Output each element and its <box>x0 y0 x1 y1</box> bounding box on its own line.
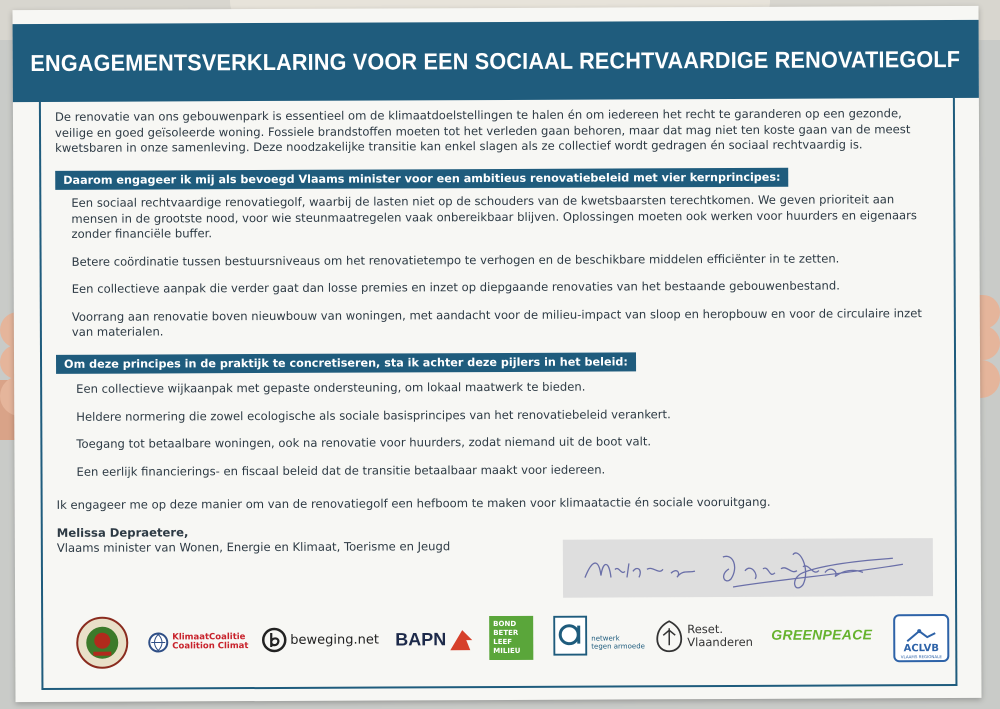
signatory-role: Vlaams minister van Wonen, Energie en Klimaat, Toerisme en Jeugd <box>56 539 451 555</box>
pillar-item: Toegang tot betaalbare woningen, ook na renovatie voor huurders, zodat niemand uit de boot valt. <box>76 434 652 451</box>
reset-shield-icon <box>655 619 683 653</box>
pillar-item: Een collectieve wijkaanpak met gepaste ondersteuning, om lokaal maatwerk te bieden. <box>76 379 586 396</box>
greenpeace-logo <box>771 626 872 642</box>
netwerk-word: tegen armoede <box>591 642 645 651</box>
reset-vlaanderen-logo <box>655 619 753 653</box>
pledge-statement: Ik engageer me op deze manier om van de renovatiegolf een hefboom te maken voor klimaatactie én sociale vooruitgang. <box>56 494 771 512</box>
klimaatcoalitie-logo <box>147 631 248 653</box>
klimaatcoalitie-name: KlimaatCoalitie <box>172 632 246 643</box>
handwritten-signature <box>563 538 933 598</box>
principle-item: Een collectieve aanpak die verder gaat dan losse premies en inzet op diepgaande renovaties van het bestaande gebouwenbestand. <box>71 278 840 296</box>
greenpeace-name: GREENPEACE <box>771 626 873 643</box>
bbl-word: BETER <box>493 628 519 638</box>
intro-paragraph: De renovatie van ons gebouwenpark is essentieel om de klimaatdoelstellingen te halen én om iedereen het recht te garanderen op een gezonde, veilige en goed geïsoleerde woning. Fossiele brandstoffen moeten tot het verleden gaan behoren, maar dat mag niet ten koste gaan van de meest kwetsbaren in onze samenleving. Deze noodzakelijke transitie kan enkel slagen als ze collectief wordt gedragen én sociaal rechtvaardig is. <box>54 106 911 155</box>
beweging-b-icon <box>261 627 287 653</box>
partner-logos <box>75 606 955 674</box>
signature-area <box>563 538 933 598</box>
bapn-name: BAPN <box>395 628 447 649</box>
bapn-arrow-icon <box>446 624 476 654</box>
aclvb-subname: VLAAMS REGIONALE <box>900 654 942 660</box>
principle-item: Betere coördinatie tussen bestuursniveaus om het renovatietempo te verhogen en de beschikbare middelen efficiënter in te zetten. <box>71 251 840 269</box>
pillar-item: Heldere normering die zowel ecologische als sociale basisprincipes van het renovatiebeleid verankert. <box>76 406 671 424</box>
bapn-logo <box>395 624 476 654</box>
title-bar <box>13 20 979 102</box>
klimaatcoalitie-subname: Coalition Climat <box>172 641 249 652</box>
section-heading-pillars: Om deze principes in de praktijk te concretiseren, sta ik achter deze pijlers in het beleid: <box>56 352 636 374</box>
bond-round-icon <box>75 616 129 670</box>
board-title: ENGAGEMENTSVERKLARING VOOR EEN SOCIAAL RECHTVAARDIGE RENOVATIEGOLF <box>30 45 961 76</box>
reset-word: Vlaanderen <box>687 634 753 650</box>
reset-word: Reset. <box>687 622 724 637</box>
signatory-name: Melissa Depraetere, <box>56 524 189 540</box>
bbl-word: MILIEU <box>493 646 521 656</box>
netwerk-a-icon <box>553 616 587 656</box>
aclvb-logo <box>893 614 949 662</box>
beweging-net-logo <box>261 627 379 654</box>
globe-icon <box>147 631 169 653</box>
pillar-item: Een eerlijk financierings- en fiscaal beleid dat de transitie betaalbaar maakt voor iedereen. <box>76 462 606 479</box>
board-content <box>55 106 937 556</box>
section-heading-principles: Daarom engageer ik mij als bevoegd Vlaams minister voor een ambitieus renovatiebeleid met vier kernprincipes: <box>55 167 788 190</box>
pledge-board <box>12 6 981 702</box>
bond-beter-leefmilieu-round-logo <box>75 616 129 670</box>
principle-item: Voorrang aan renovatie boven nieuwbouw van woningen, met aandacht voor de milieu-impact van sloop en heropbouw en voor de circulaire inzet van materialen. <box>71 305 922 339</box>
aclvb-name: ACLVB <box>903 643 940 655</box>
bond-beter-leefmilieu-logo <box>489 616 533 660</box>
netwerk-tegen-armoede-logo <box>553 615 645 655</box>
netwerk-word: netwerk <box>591 634 620 643</box>
bbl-word: BOND <box>493 619 517 629</box>
bbl-word: LEEF <box>493 637 513 647</box>
aclvb-emblem-icon <box>903 627 939 643</box>
beweging-net-name: beweging.net <box>290 632 379 648</box>
principle-item: Een sociaal rechtvaardige renovatiegolf, waarbij de lasten niet op de schouders van de kwetsbaarsten terechtkomen. We geven prioriteit aan mensen in de grootste nood, voor wie steunmaatregelen vaak onbereikbaar blijven. Oplossingen moeten ook werken voor huurders en eigenaars zonder financiële buffer. <box>71 192 917 241</box>
